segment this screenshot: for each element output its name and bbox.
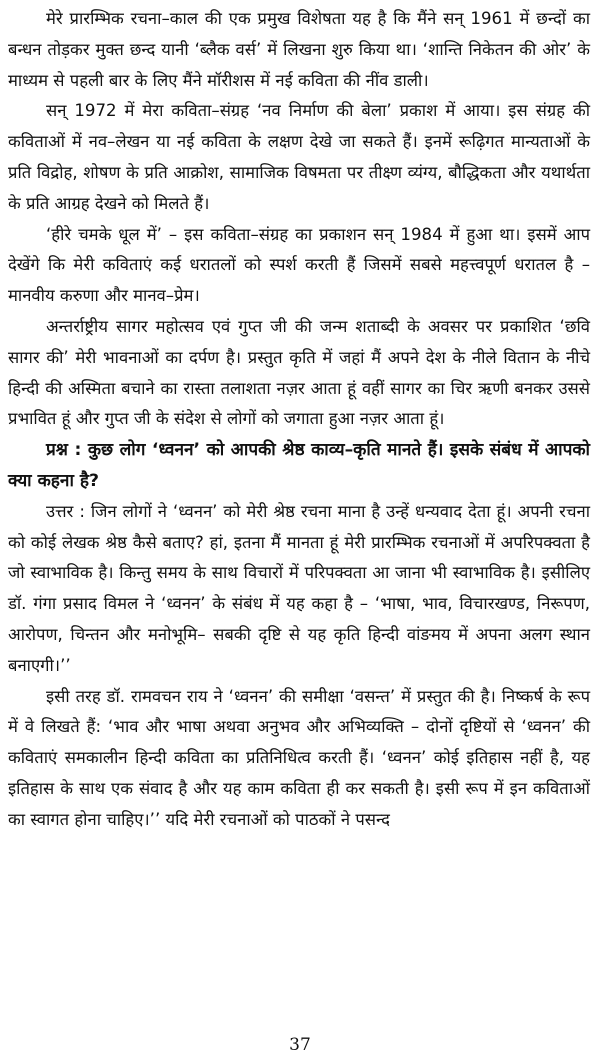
paragraph-early-writing: मेरे प्रारम्भिक रचना–काल की एक प्रमुख विशेषता यह है कि मैंने सन् 1961 में छन्दों का बन्धन तोड़कर मुक्त छन्द यानी ‘ब्लैक वर्स’ में लिखना शुरु किया था। ‘शान्ति निकेतन की ओर’ के माध्यम से पहली बार के लिए मैंने मॉरीशस में नई कविता की नींव डाली। bbox=[8, 9, 590, 90]
answer-paragraph-2: इसी तरह डॉ. रामवचन राय ने ‘ध्वनन’ की समीक्षा ‘वसन्त’ में प्रस्तुत की है। निष्कर्ष के रूप में वे लिखते हैं: ‘भाव और भाषा अथवा अनुभव और अभिव्यक्ति – दोनों दृष्टियों से ‘ध्वनन’ की कविताएं समकालीन हिन्दी कविता का प्रतिनिधित्व करती हैं। ‘ध्वनन’ कोई इतिहास नहीं है, यह इतिहास के साथ एक संवाद है और यह काम कविता ही कर सकती है। इसी रूप में इन कविताओं का स्वागत होना चाहिए।’’ यदि मेरी रचनाओं को पाठकों ने पसन्द bbox=[8, 686, 590, 829]
page-number: 37 bbox=[289, 1035, 311, 1055]
paragraph-chhavi-sagar: अन्तर्राष्ट्रीय सागर महोत्सव एवं गुप्त जी की जन्म शताब्दी के अवसर पर प्रकाशित ‘छवि सागर की’ मेरी भावनाओं का दर्पण है। प्रस्तुत कृति में जहां मैं अपने देश के नीले वितान के नीचे हिन्दी की अस्मिता बचाने का रास्ता तलाशता नज़र आता हूं वहीं सागर का चिर ऋणी बनकर उससे प्रभावित हूं और गुप्त जी के संदेश से लोगों को जगाता हुआ नज़र आता हूं। bbox=[8, 316, 590, 429]
paragraph-heere-chamke: ‘हीरे चमके धूल में’ – इस कविता–संग्रह का प्रकाशन सन् 1984 में हुआ था। इसमें आप देखेंगे कि मेरी कविताएं कई धरातलों को स्पर्श करती हैं जिसमें सबसे महत्त्वपूर्ण धरातल है – मानवीय करुणा और मानव–प्रेम। bbox=[8, 224, 590, 306]
paragraph-nav-nirman: सन् 1972 में मेरा कविता–संग्रह ‘नव निर्माण की बेला’ प्रकाश में आया। इस संग्रह की कविताओं में नव–लेखन या नई कविता के लक्षण देखे जा सकते हैं। इनमें रूढ़िगत मान्यताओं के प्रति विद्रोह, शोषण के प्रति आक्रोश, सामाजिक विषमता पर तीक्ष्ण व्यंग्य, बौद्धिकता और यथार्थता के प्रति आग्रह देखने को मिलते हैं। bbox=[8, 101, 590, 213]
answer-paragraph-1: उत्तर : जिन लोगों ने ‘ध्वनन’ को मेरी श्रेष्ठ रचना माना है उन्हें धन्यवाद देता हूं। अपनी रचना को कोई लेखक श्रेष्ठ कैसे बताए? हां, इतना मैं मानता हूं मेरी प्रारम्भिक रचनाओं में अपरिपक्वता है जो स्वाभाविक है। किन्तु समय के साथ विचारों में परिपक्वता आ जाना भी स्वाभाविक है। इसीलिए डॉ. गंगा प्रसाद विमल ने ‘ध्वनन’ के संबंध में यह कहा है – ‘भाषा, भाव, विचारखण्ड, निरूपण, आरोपण, चिन्तन और मनोभूमि– सबकी दृष्टि से यह कृति हिन्दी वांङमय में अपना अलग स्थान बनाएगी।’’ bbox=[8, 501, 590, 675]
interview-question: प्रश्न : कुछ लोग ‘ध्वनन’ को आपकी श्रेष्ठ काव्य–कृति मानते हैं। इसके संबंध में आपको क्या कहना है? bbox=[8, 440, 590, 491]
book-page bbox=[8, 4, 590, 836]
